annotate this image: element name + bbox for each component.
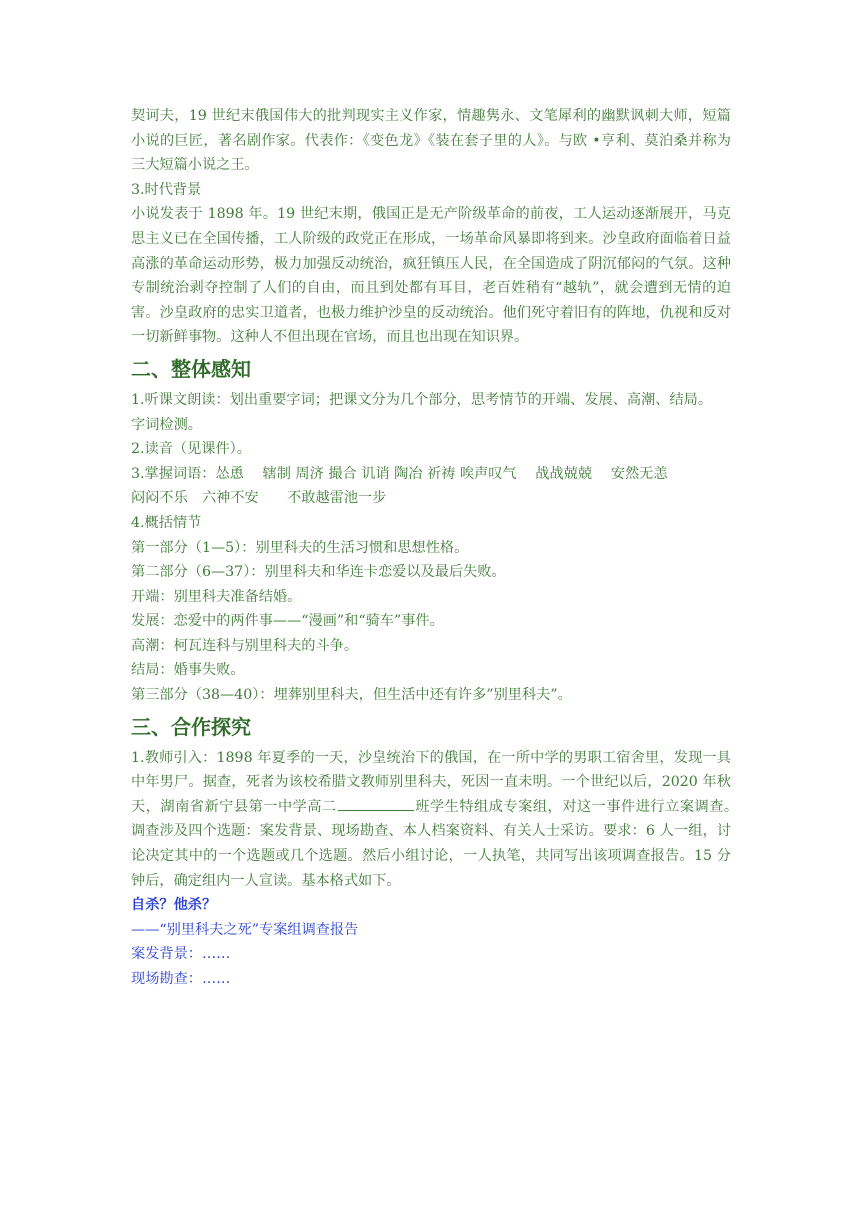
plot-part-1: 第一部分（1—5）：别里科夫的生活习惯和思想性格。 — [131, 539, 469, 556]
report-subtitle: ——“别里科夫之死”专案组调查报告 — [131, 921, 359, 938]
task-vocabulary: 3.掌握词语：怂恿 辖制 周济 撮合 讥诮 陶冶 祈祷 唉声叹气 战战兢兢 安然无恙 — [131, 465, 668, 482]
task-pronunciation: 2.读音（见课件）。 — [131, 441, 251, 458]
task-vocabulary-cont: 闷闷不乐 六神不安 不敢越雷池一步 — [131, 490, 387, 507]
author-bio: 契诃夫，19 世纪末俄国伟大的批判现实主义作家，情趣隽永、文笔犀利的幽默讽刺大师，短篇小说的巨匠，著名剧作家。代表作：《变色龙》《装在套子里的人》。与欧 •亨利、莫泊桑并称为三大短篇小说之王。 — [131, 108, 731, 174]
plot-ending: 结局：婚事失败。 — [131, 662, 245, 679]
task-listen: 1.听课文朗读：划出重要字词；把课文分为几个部分，思考情节的开端、发展、高潮、结局。 — [131, 391, 713, 408]
background-title: 3.时代背景 — [131, 181, 202, 198]
document-body — [131, 104, 746, 992]
report-scene: 现场勘查：…… — [131, 971, 231, 987]
section-heading-cooperative: 三、合作探究 — [131, 714, 251, 739]
teacher-intro — [131, 746, 746, 894]
report-background: 案发背景：…… — [131, 946, 231, 963]
teacher-intro-part-a: 1.教师引入：1898 年夏季的一天，沙皇统治下的俄国，在一所中学的男职工宿舍里，发现一具中年男尸。据查，死者为该校希腊文教师别里科夫，死因一直未明。一个世纪以后，2020 年秋天，湖南省新宁县第一中学高二 — [131, 749, 731, 815]
plot-climax: 高潮：柯瓦连科与别里科夫的斗争。 — [131, 637, 359, 654]
task-plot-summary: 4.概括情节 — [131, 514, 202, 531]
class-number-blank — [338, 796, 414, 811]
plot-development: 发展：恋爱中的两件事——“漫画”和“骑车”事件。 — [131, 613, 444, 630]
task-word-check: 字词检测。 — [131, 416, 202, 433]
plot-part-3: 第三部分（38—40）：埋葬别里科夫，但生活中还有许多”别里科夫”。 — [131, 687, 572, 704]
report-question: 自杀？他杀？ — [131, 897, 217, 914]
teacher-intro-part-b: 班学生特组成专案组，对这一事件进行立案调查。 调查涉及四个选题：案发背景、现场勘查、本人档案资料、有关人士采访。要求：6 人一组，讨论决定其中的一个选题或几个选题。然后小组讨论，一人执笔，共同写出该项调查报告。15 分钟后，确定组内一人宣读。基本格式如下。 — [131, 798, 746, 889]
background-text: 小说发表于 1898 年。19 世纪末期，俄国正是无产阶级革命的前夜，工人运动逐渐展开，马克思主义已在全国传播，工人阶级的政党正在形成，一场革命风暴即将到来。沙皇政府面临着日益高涨的革命运动形势，极力加强反动统治，疯狂镇压人民，在全国造成了阴沉郁闷的气氛。这种专制统治剥夺控制了人们的自由，而且到处都有耳目，老百姓稍有“越轨”，就会遭到无情的迫害。沙皇政府的忠实卫道者，也极力维护沙皇的反动统治。他们死守着旧有的阵地，仇视和反对一切新鲜事物。这种人不但出现在官场，而且也出现在知识界。 — [131, 206, 731, 346]
plot-part-2: 第二部分（6—37）：别里科夫和华连卡恋爱以及最后失败。 — [131, 564, 506, 581]
plot-beginning: 开端：别里科夫准备结婚。 — [131, 588, 302, 605]
section-heading-overall: 二、整体感知 — [131, 356, 251, 381]
